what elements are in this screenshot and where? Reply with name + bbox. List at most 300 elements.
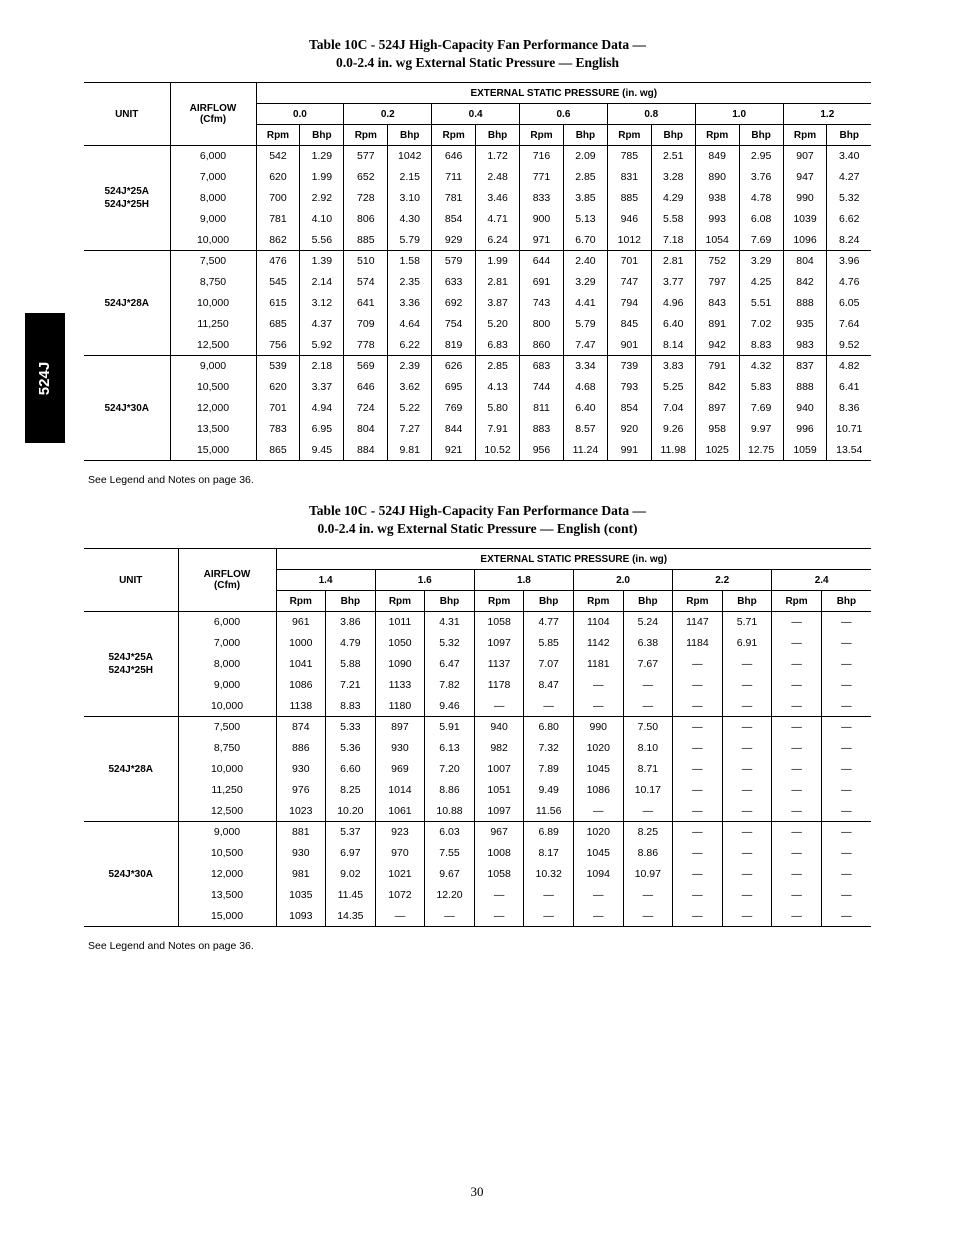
bhp-cell: 4.96: [651, 293, 695, 314]
table-row: [84, 738, 871, 759]
bhp-cell: 2.81: [651, 251, 695, 272]
rpm-cell: 1023: [276, 801, 326, 822]
rpm-cell: —: [474, 696, 524, 717]
bhp-cell: 2.14: [300, 272, 344, 293]
rpm-cell: 615: [256, 293, 300, 314]
rpm-cell: 1051: [474, 780, 524, 801]
rpm-cell: 1012: [607, 230, 651, 251]
rpm-header: Rpm: [474, 591, 524, 612]
bhp-cell: —: [722, 654, 772, 675]
rpm-cell: —: [573, 675, 623, 696]
unit-cell: [84, 612, 178, 717]
rpm-cell: 1058: [474, 864, 524, 885]
rpm-cell: —: [375, 906, 425, 927]
bhp-cell: 8.17: [524, 843, 574, 864]
rpm-header: Rpm: [344, 125, 388, 146]
rpm-cell: 929: [432, 230, 476, 251]
rpm-cell: 981: [276, 864, 326, 885]
airflow-cell: 12,500: [170, 335, 256, 356]
rpm-cell: 883: [520, 419, 564, 440]
bhp-cell: 9.52: [827, 335, 871, 356]
unit-cell: [84, 251, 170, 356]
bhp-cell: 3.10: [388, 188, 432, 209]
rpm-cell: —: [772, 696, 822, 717]
table-row: [84, 167, 871, 188]
section-side-tab: [25, 313, 65, 443]
rpm-cell: 967: [474, 822, 524, 843]
rpm-cell: 983: [783, 335, 827, 356]
bhp-cell: 1.99: [476, 251, 520, 272]
rpm-cell: 1007: [474, 759, 524, 780]
bhp-cell: 7.02: [739, 314, 783, 335]
rpm-cell: 644: [520, 251, 564, 272]
pressure-header: 1.6: [375, 570, 474, 591]
rpm-cell: —: [772, 822, 822, 843]
rpm-header: Rpm: [520, 125, 564, 146]
bhp-header: Bhp: [722, 591, 772, 612]
rpm-cell: 695: [432, 377, 476, 398]
rpm-cell: 854: [432, 209, 476, 230]
bhp-cell: 9.02: [326, 864, 376, 885]
bhp-cell: 2.51: [651, 146, 695, 167]
bhp-cell: 4.68: [563, 377, 607, 398]
bhp-cell: —: [821, 675, 871, 696]
rpm-cell: 633: [432, 272, 476, 293]
bhp-cell: 6.62: [827, 209, 871, 230]
rpm-cell: —: [573, 696, 623, 717]
bhp-cell: —: [722, 738, 772, 759]
bhp-cell: 3.37: [300, 377, 344, 398]
airflow-cell: 9,000: [178, 822, 276, 843]
bhp-cell: 10.20: [326, 801, 376, 822]
rpm-cell: 885: [344, 230, 388, 251]
table-row: [84, 209, 871, 230]
rpm-cell: 692: [432, 293, 476, 314]
rpm-cell: 542: [256, 146, 300, 167]
airflow-cell: 8,000: [170, 188, 256, 209]
table1-title-line2: 0.0-2.4 in. wg External Static Pressure — English: [335, 54, 619, 70]
rpm-cell: —: [474, 906, 524, 927]
bhp-cell: 10.88: [425, 801, 475, 822]
unit-label: 524J*25H: [108, 665, 153, 676]
rpm-cell: 993: [695, 209, 739, 230]
rpm-cell: 1020: [573, 822, 623, 843]
bhp-cell: 6.08: [739, 209, 783, 230]
rpm-cell: 1020: [573, 738, 623, 759]
rpm-cell: 1181: [573, 654, 623, 675]
bhp-cell: —: [623, 675, 673, 696]
rpm-cell: 837: [783, 356, 827, 377]
bhp-cell: 5.83: [739, 377, 783, 398]
rpm-cell: 1058: [474, 612, 524, 633]
table-row: [84, 801, 871, 822]
rpm-cell: 938: [695, 188, 739, 209]
rpm-cell: 743: [520, 293, 564, 314]
bhp-cell: 6.40: [651, 314, 695, 335]
bhp-cell: 5.13: [563, 209, 607, 230]
rpm-cell: —: [772, 654, 822, 675]
bhp-cell: —: [722, 864, 772, 885]
bhp-cell: 5.32: [425, 633, 475, 654]
rpm-cell: 806: [344, 209, 388, 230]
bhp-cell: —: [722, 822, 772, 843]
table-row: [84, 272, 871, 293]
rpm-cell: 1054: [695, 230, 739, 251]
bhp-cell: 5.79: [563, 314, 607, 335]
rpm-cell: —: [673, 864, 723, 885]
bhp-cell: 5.22: [388, 398, 432, 419]
rpm-cell: 958: [695, 419, 739, 440]
bhp-header: Bhp: [623, 591, 673, 612]
bhp-cell: 10.32: [524, 864, 574, 885]
rpm-header: Rpm: [573, 591, 623, 612]
bhp-cell: 4.27: [827, 167, 871, 188]
unit-cell: [84, 717, 178, 822]
bhp-cell: 5.79: [388, 230, 432, 251]
bhp-cell: 8.83: [326, 696, 376, 717]
bhp-cell: 6.40: [563, 398, 607, 419]
bhp-cell: —: [722, 843, 772, 864]
rpm-cell: —: [772, 738, 822, 759]
bhp-cell: 8.25: [326, 780, 376, 801]
pressure-header: 0.6: [520, 104, 608, 125]
unit-cell: [84, 822, 178, 927]
bhp-cell: 3.36: [388, 293, 432, 314]
bhp-cell: 3.62: [388, 377, 432, 398]
rpm-cell: —: [673, 675, 723, 696]
bhp-cell: —: [722, 675, 772, 696]
rpm-cell: 711: [432, 167, 476, 188]
bhp-cell: 2.18: [300, 356, 344, 377]
bhp-cell: 3.85: [563, 188, 607, 209]
rpm-cell: 646: [432, 146, 476, 167]
table-row: [84, 230, 871, 251]
rpm-cell: 797: [695, 272, 739, 293]
rpm-cell: 1011: [375, 612, 425, 633]
bhp-cell: 7.04: [651, 398, 695, 419]
rpm-cell: 1041: [276, 654, 326, 675]
rpm-cell: 888: [783, 377, 827, 398]
page-number: 30: [470, 1184, 484, 1199]
rpm-cell: 744: [520, 377, 564, 398]
airflow-cell: 8,000: [178, 654, 276, 675]
bhp-cell: 8.86: [425, 780, 475, 801]
bhp-cell: —: [821, 759, 871, 780]
table2-title-line2: 0.0-2.4 in. wg External Static Pressure — English (cont): [317, 520, 638, 536]
rpm-cell: 574: [344, 272, 388, 293]
bhp-cell: —: [821, 633, 871, 654]
bhp-cell: —: [623, 906, 673, 927]
bhp-cell: 6.60: [326, 759, 376, 780]
bhp-cell: 8.10: [623, 738, 673, 759]
rpm-cell: 1035: [276, 885, 326, 906]
rpm-cell: 923: [375, 822, 425, 843]
fan-performance-table-1: [84, 82, 871, 461]
bhp-cell: 8.83: [739, 335, 783, 356]
rpm-cell: 781: [432, 188, 476, 209]
rpm-cell: 884: [344, 440, 388, 461]
rpm-cell: —: [673, 822, 723, 843]
rpm-cell: 930: [276, 843, 326, 864]
rpm-cell: 881: [276, 822, 326, 843]
rpm-cell: —: [474, 885, 524, 906]
header-row: [84, 83, 871, 104]
unit-label: 524J*30A: [104, 402, 149, 414]
bhp-cell: 2.40: [563, 251, 607, 272]
rpm-cell: —: [772, 675, 822, 696]
bhp-cell: 5.20: [476, 314, 520, 335]
bhp-header: Bhp: [651, 125, 695, 146]
rpm-cell: 865: [256, 440, 300, 461]
unit-label: 524J*30A: [108, 868, 153, 880]
rpm-cell: 982: [474, 738, 524, 759]
table1-title-line1: Table 10C - 524J High-Capacity Fan Performance Data —: [309, 37, 646, 52]
rpm-cell: 646: [344, 377, 388, 398]
bhp-cell: 7.47: [563, 335, 607, 356]
rpm-cell: 956: [520, 440, 564, 461]
rpm-cell: 1137: [474, 654, 524, 675]
header-row: [84, 549, 871, 570]
airflow-cell: 7,000: [178, 633, 276, 654]
airflow-header: [178, 549, 276, 612]
airflow-cell: 8,750: [178, 738, 276, 759]
bhp-cell: —: [821, 843, 871, 864]
rpm-cell: 888: [783, 293, 827, 314]
rpm-cell: —: [772, 864, 822, 885]
table-row: [84, 885, 871, 906]
bhp-cell: 8.86: [623, 843, 673, 864]
unit-header: UNIT: [84, 549, 178, 612]
pressure-header: 1.2: [783, 104, 871, 125]
bhp-header: Bhp: [563, 125, 607, 146]
bhp-cell: —: [524, 885, 574, 906]
airflow-header-line1: AIRFLOW: [203, 569, 251, 580]
bhp-cell: 11.98: [651, 440, 695, 461]
rpm-cell: 1133: [375, 675, 425, 696]
bhp-cell: 6.13: [425, 738, 475, 759]
bhp-cell: 6.80: [524, 717, 574, 738]
rpm-cell: —: [772, 843, 822, 864]
bhp-cell: 6.41: [827, 377, 871, 398]
bhp-cell: 3.29: [739, 251, 783, 272]
bhp-cell: 13.54: [827, 440, 871, 461]
rpm-cell: 793: [607, 377, 651, 398]
rpm-cell: —: [673, 696, 723, 717]
airflow-cell: 9,000: [170, 356, 256, 377]
rpm-cell: 990: [573, 717, 623, 738]
bhp-cell: —: [623, 885, 673, 906]
rpm-cell: 849: [695, 146, 739, 167]
rpm-header: Rpm: [375, 591, 425, 612]
bhp-cell: 6.91: [722, 633, 772, 654]
airflow-header: [170, 83, 256, 146]
bhp-cell: 7.69: [739, 230, 783, 251]
table-row: [84, 356, 871, 377]
rpm-cell: 769: [432, 398, 476, 419]
rpm-cell: 1014: [375, 780, 425, 801]
bhp-cell: 11.56: [524, 801, 574, 822]
bhp-cell: 10.52: [476, 440, 520, 461]
rpm-cell: 1039: [783, 209, 827, 230]
bhp-cell: 11.24: [563, 440, 607, 461]
rpm-cell: 652: [344, 167, 388, 188]
bhp-header: Bhp: [326, 591, 376, 612]
rpm-cell: 781: [256, 209, 300, 230]
airflow-header-line2: (Cfm): [213, 580, 241, 591]
rpm-cell: 900: [520, 209, 564, 230]
bhp-cell: 4.37: [300, 314, 344, 335]
rpm-cell: 1025: [695, 440, 739, 461]
bhp-cell: 7.50: [623, 717, 673, 738]
rpm-cell: 996: [783, 419, 827, 440]
rpm-cell: 756: [256, 335, 300, 356]
bhp-cell: 7.64: [827, 314, 871, 335]
rpm-cell: 791: [695, 356, 739, 377]
bhp-cell: 7.89: [524, 759, 574, 780]
bhp-cell: —: [821, 822, 871, 843]
airflow-cell: 6,000: [170, 146, 256, 167]
bhp-cell: 6.24: [476, 230, 520, 251]
rpm-cell: 1021: [375, 864, 425, 885]
rpm-cell: 842: [783, 272, 827, 293]
bhp-cell: 7.32: [524, 738, 574, 759]
bhp-cell: 4.32: [739, 356, 783, 377]
rpm-cell: 1072: [375, 885, 425, 906]
bhp-cell: 3.46: [476, 188, 520, 209]
table-row: [84, 864, 871, 885]
bhp-header: Bhp: [827, 125, 871, 146]
bhp-cell: 4.77: [524, 612, 574, 633]
bhp-cell: 9.46: [425, 696, 475, 717]
bhp-cell: —: [821, 696, 871, 717]
rpm-cell: 1000: [276, 633, 326, 654]
airflow-cell: 10,500: [170, 377, 256, 398]
bhp-cell: 6.05: [827, 293, 871, 314]
bhp-cell: 4.76: [827, 272, 871, 293]
bhp-cell: 2.85: [476, 356, 520, 377]
rpm-cell: 804: [783, 251, 827, 272]
rpm-header: Rpm: [695, 125, 739, 146]
rpm-cell: 685: [256, 314, 300, 335]
rpm-cell: 1086: [276, 675, 326, 696]
rpm-cell: 800: [520, 314, 564, 335]
bhp-cell: 3.40: [827, 146, 871, 167]
rpm-cell: 728: [344, 188, 388, 209]
airflow-cell: 10,000: [178, 759, 276, 780]
pressure-header: 2.0: [573, 570, 672, 591]
rpm-cell: 579: [432, 251, 476, 272]
bhp-cell: 5.80: [476, 398, 520, 419]
rpm-cell: 804: [344, 419, 388, 440]
bhp-cell: 5.51: [739, 293, 783, 314]
bhp-cell: 9.67: [425, 864, 475, 885]
unit-header: UNIT: [84, 83, 170, 146]
pressure-header: 2.4: [772, 570, 871, 591]
bhp-cell: 1.58: [388, 251, 432, 272]
table-row: [84, 188, 871, 209]
rpm-cell: 860: [520, 335, 564, 356]
pressure-header: 0.0: [256, 104, 344, 125]
airflow-cell: 13,500: [170, 419, 256, 440]
airflow-cell: 9,000: [178, 675, 276, 696]
rpm-cell: 946: [607, 209, 651, 230]
rpm-cell: 947: [783, 167, 827, 188]
rpm-cell: 991: [607, 440, 651, 461]
rpm-cell: —: [772, 717, 822, 738]
rpm-cell: 844: [432, 419, 476, 440]
bhp-cell: 2.81: [476, 272, 520, 293]
bhp-cell: 10.97: [623, 864, 673, 885]
bhp-cell: 8.24: [827, 230, 871, 251]
bhp-header: Bhp: [476, 125, 520, 146]
rpm-cell: 970: [375, 843, 425, 864]
airflow-cell: 10,000: [178, 696, 276, 717]
rpm-cell: 739: [607, 356, 651, 377]
rpm-cell: —: [573, 885, 623, 906]
rpm-cell: 862: [256, 230, 300, 251]
unit-label: 524J*28A: [104, 297, 149, 309]
airflow-cell: 10,000: [170, 230, 256, 251]
rpm-cell: 691: [520, 272, 564, 293]
rpm-cell: —: [673, 843, 723, 864]
rpm-cell: 1184: [673, 633, 723, 654]
rpm-cell: 1008: [474, 843, 524, 864]
bhp-cell: 3.12: [300, 293, 344, 314]
unit-label: 524J*25H: [104, 199, 149, 210]
table-row: [84, 780, 871, 801]
bhp-cell: 2.92: [300, 188, 344, 209]
bhp-cell: —: [722, 759, 772, 780]
rpm-cell: 1093: [276, 906, 326, 927]
bhp-cell: 4.82: [827, 356, 871, 377]
rpm-cell: —: [673, 654, 723, 675]
airflow-cell: 6,000: [178, 612, 276, 633]
bhp-cell: —: [821, 885, 871, 906]
table2-title-line1: Table 10C - 524J High-Capacity Fan Performance Data —: [309, 503, 646, 518]
rpm-cell: 510: [344, 251, 388, 272]
table-row: [84, 440, 871, 461]
bhp-cell: 5.56: [300, 230, 344, 251]
bhp-cell: 2.85: [563, 167, 607, 188]
rpm-cell: 620: [256, 167, 300, 188]
rpm-cell: —: [772, 906, 822, 927]
airflow-cell: 7,000: [170, 167, 256, 188]
bhp-cell: —: [722, 696, 772, 717]
rpm-cell: 778: [344, 335, 388, 356]
rpm-cell: 990: [783, 188, 827, 209]
bhp-cell: —: [821, 864, 871, 885]
table2-note: See Legend and Notes on page 36.: [88, 940, 254, 952]
bhp-cell: 1.72: [476, 146, 520, 167]
bhp-cell: 9.45: [300, 440, 344, 461]
bhp-cell: 4.30: [388, 209, 432, 230]
bhp-cell: —: [623, 801, 673, 822]
rpm-cell: 1050: [375, 633, 425, 654]
pressure-header: 2.2: [673, 570, 772, 591]
bhp-cell: 4.25: [739, 272, 783, 293]
bhp-cell: 4.94: [300, 398, 344, 419]
rpm-cell: —: [673, 801, 723, 822]
bhp-cell: 7.69: [739, 398, 783, 419]
bhp-cell: 7.91: [476, 419, 520, 440]
bhp-cell: 4.10: [300, 209, 344, 230]
bhp-header: Bhp: [300, 125, 344, 146]
bhp-cell: 3.34: [563, 356, 607, 377]
bhp-cell: —: [821, 906, 871, 927]
rpm-cell: 701: [607, 251, 651, 272]
rpm-cell: 930: [375, 738, 425, 759]
bhp-cell: 6.38: [623, 633, 673, 654]
